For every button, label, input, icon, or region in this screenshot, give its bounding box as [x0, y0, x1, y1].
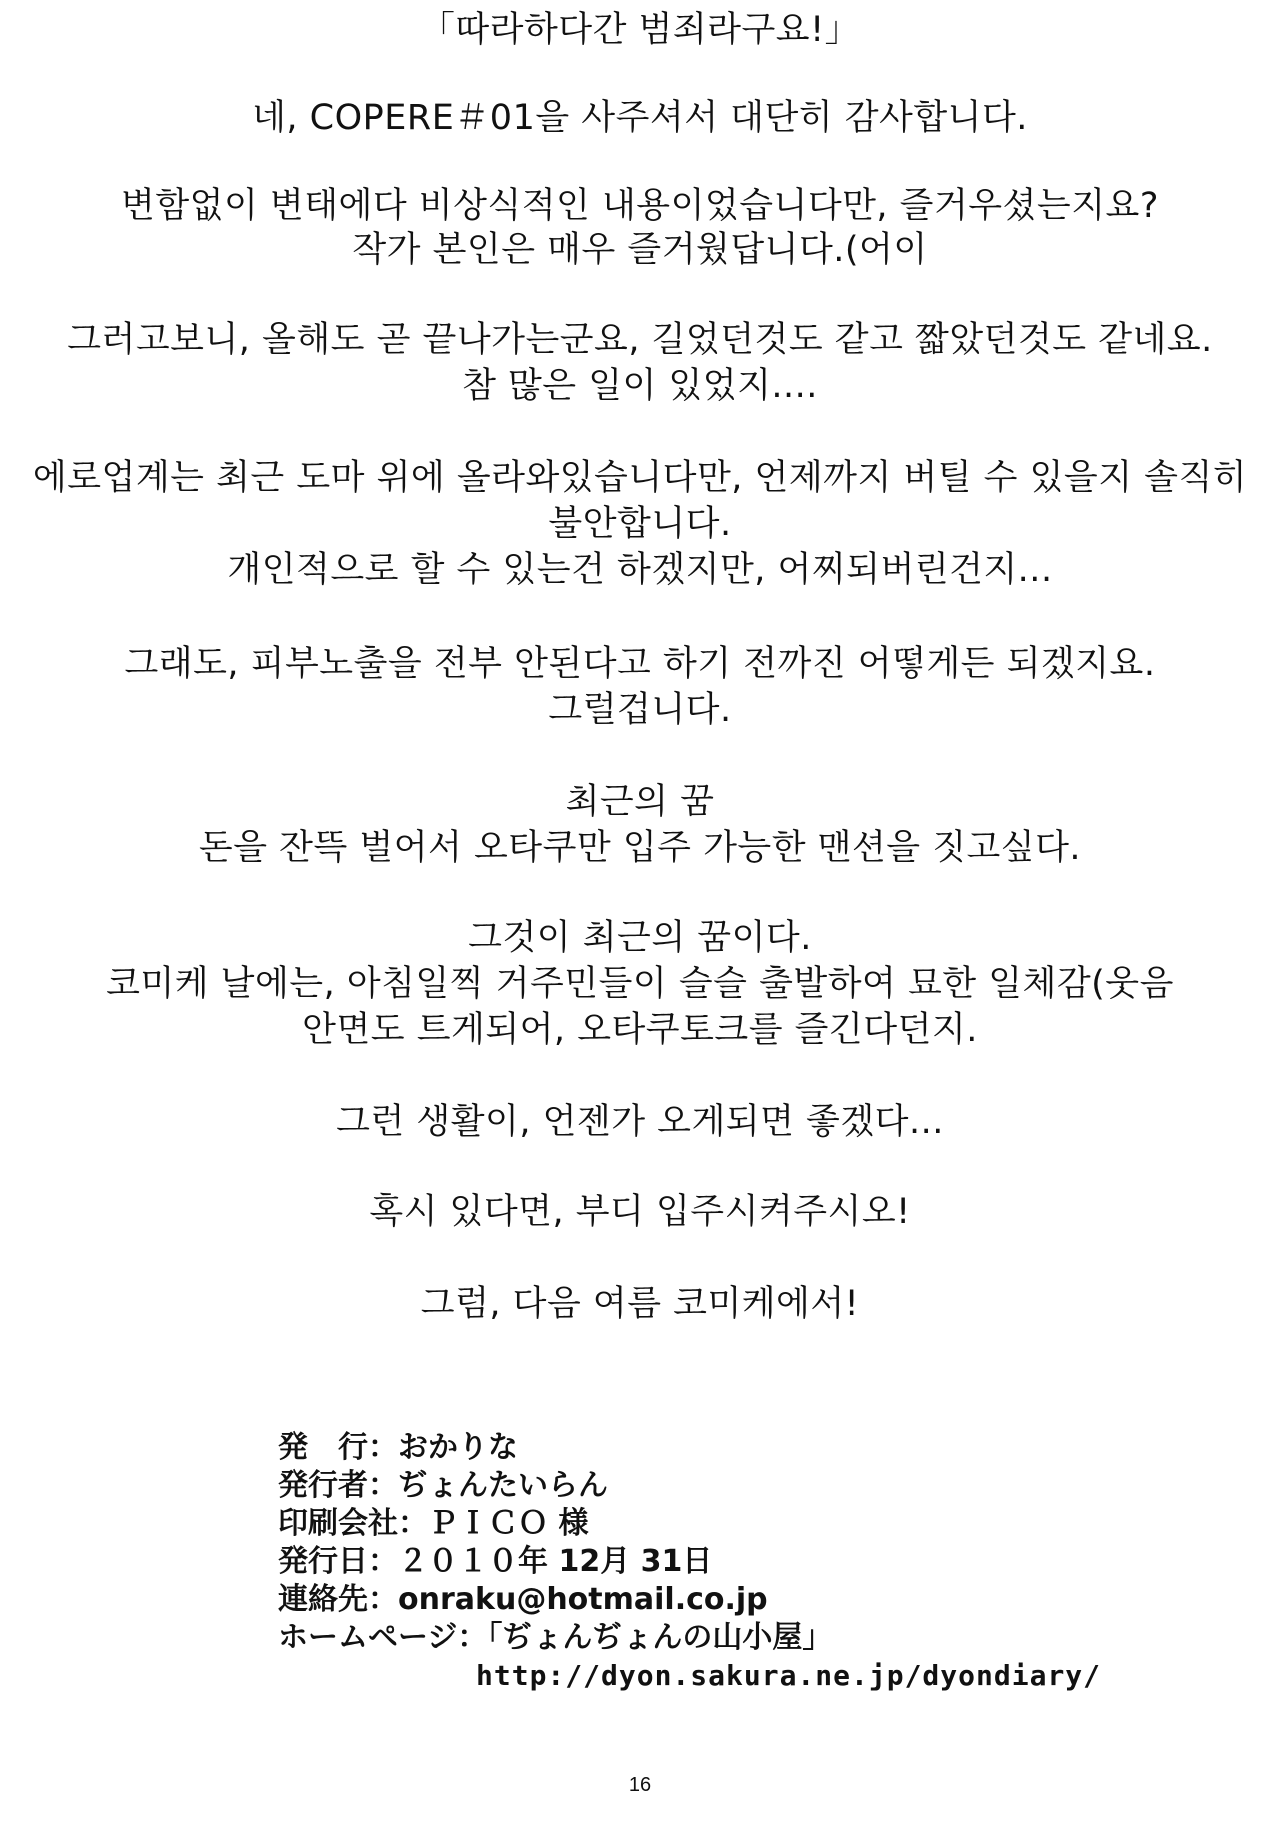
text-line: 최근의 꿈 [565, 782, 715, 822]
publisher-label: 発 行 [278, 1430, 368, 1465]
colophon-publisher [278, 1430, 518, 1466]
page-number: 16 [628, 1774, 652, 1796]
homepage-name: ：「ぢょんぢょんの山小屋」 [457, 1620, 833, 1655]
homepage-url[interactable]: http://dyon.sakura.ne.jp/dyondiary/ [476, 1659, 1102, 1692]
text-line: 「따라하다간 범죄라구요!」 [419, 10, 861, 50]
text-line: 그럼, 다음 여름 코미케에서! [420, 1284, 860, 1324]
date-label: 発行日 [278, 1544, 368, 1579]
text-line: 에로업계는 최근 도마 위에 올라와있습니다만, 언제까지 버틸 수 있을지 솔직히 [32, 458, 1248, 498]
colophon-contact [278, 1582, 768, 1618]
text-line: 혹시 있다면, 부디 입주시켜주시오! [369, 1192, 911, 1232]
homepage-label: ホームページ [278, 1620, 458, 1655]
text-line: 참 많은 일이 있었지.... [462, 366, 818, 406]
text-line: 안면도 트게되어, 오타쿠토크를 즐긴다던지. [302, 1010, 978, 1050]
printer-label: 印刷会社 [278, 1506, 398, 1541]
text-line: 네, COPERE＃01을 사주셔서 대단히 감사합니다. [252, 98, 1028, 138]
colophon-printer [278, 1506, 588, 1542]
contact-email[interactable]: ：onraku@hotmail.co.jp [368, 1582, 768, 1617]
editor-value: ：ぢょんたいらん [368, 1468, 608, 1503]
publisher-value: ：おかりな [368, 1430, 518, 1465]
text-line: 불안합니다. [548, 504, 732, 544]
text-line: 작가 본인은 매우 즐거웠답니다.(어이 [352, 230, 928, 270]
text-line: 코미케 날에는, 아침일찍 거주민들이 슬슬 출발하여 묘한 일체감(웃음 [106, 964, 1174, 1004]
text-line: 개인적으로 할 수 있는건 하겠지만, 어찌되버린건지... [227, 550, 1053, 590]
text-line: 그것이 최근의 꿈이다. [468, 918, 812, 958]
text-line: 그래도, 피부노출을 전부 안된다고 하기 전까진 어떻게든 되겠지요. [124, 644, 1156, 684]
text-line: 그럴겁니다. [548, 690, 732, 730]
editor-label: 発行者 [278, 1468, 368, 1503]
text-line: 변함없이 변태에다 비상식적인 내용이었습니다만, 즐거우셨는지요? [121, 186, 1159, 226]
date-value: ：２０１０年 12月 31日 [368, 1544, 713, 1579]
text-line: 그러고보니, 올해도 곧 끝나가는군요, 길었던것도 같고 짧았던것도 같네요. [67, 320, 1213, 360]
contact-label: 連絡先 [278, 1582, 368, 1617]
colophon-date [278, 1544, 712, 1580]
printer-value: ：ＰＩＣＯ 様 [398, 1506, 589, 1541]
colophon-homepage [278, 1620, 832, 1656]
text-line: 그런 생활이, 언젠가 오게되면 좋겠다... [336, 1102, 944, 1142]
colophon-editor [278, 1468, 608, 1504]
text-line: 돈을 잔뜩 벌어서 오타쿠만 입주 가능한 맨션을 짓고싶다. [198, 828, 1082, 868]
